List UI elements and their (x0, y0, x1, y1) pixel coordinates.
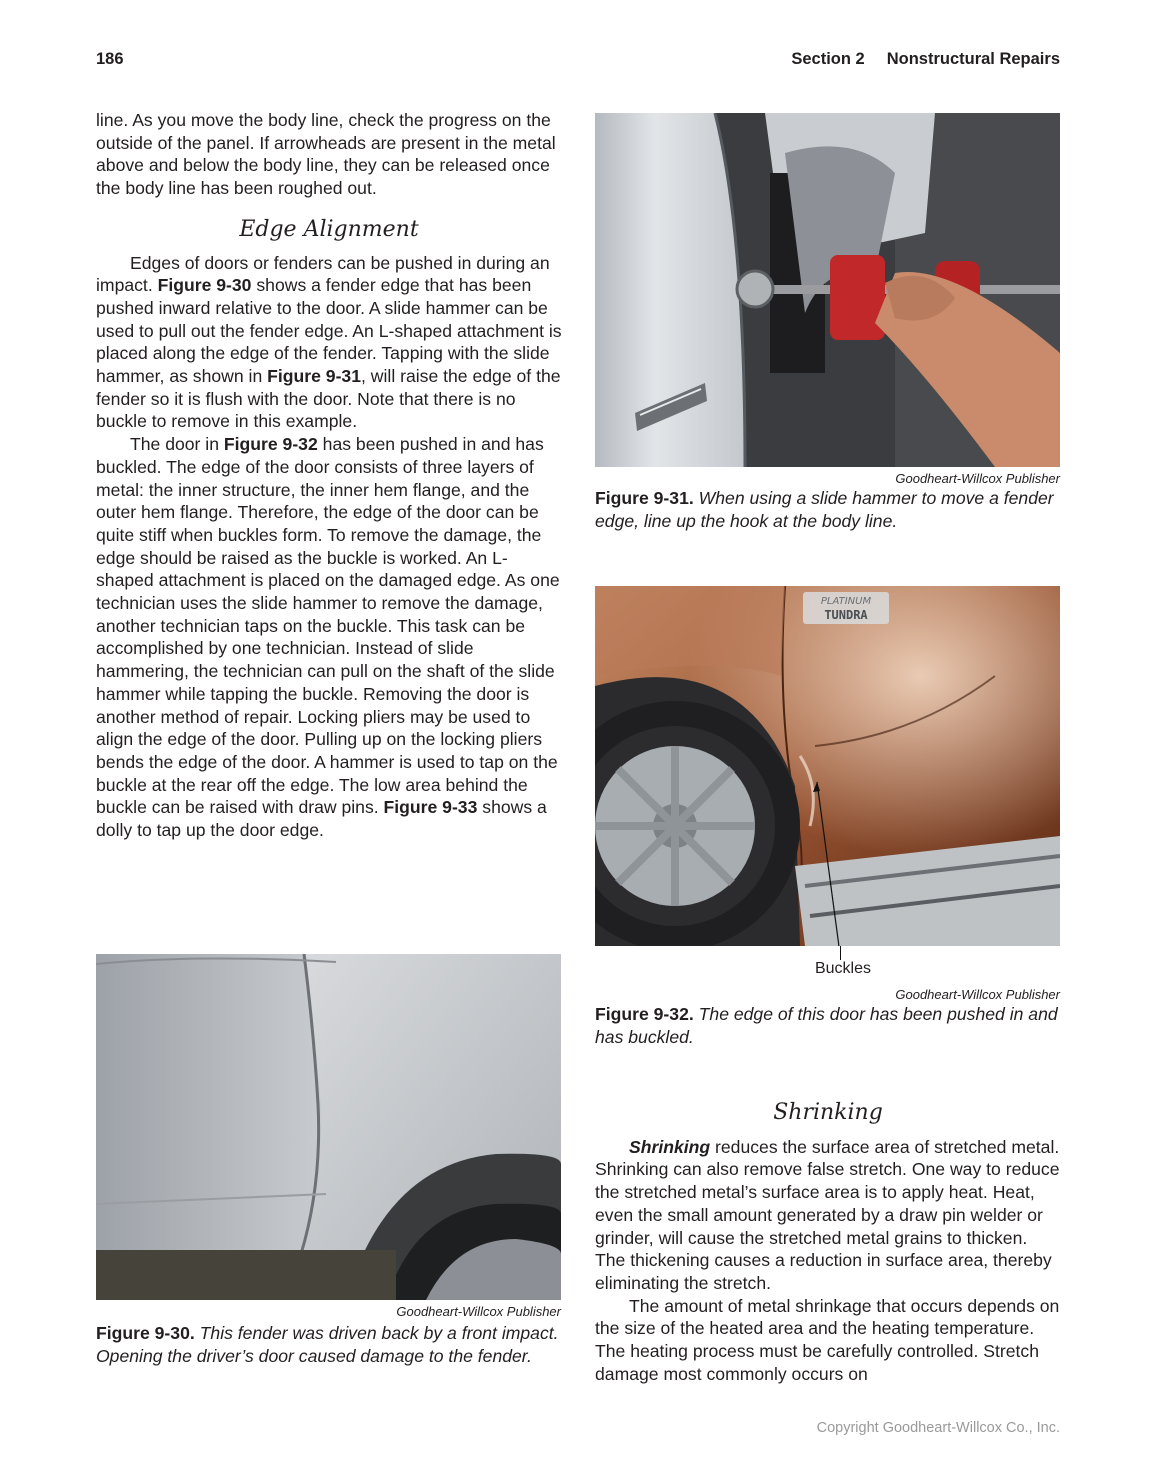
page-number: 186 (96, 50, 124, 68)
intro-paragraph: line. As you move the body line, check the progress on the outside of the panel. If arrowheads are present in the metal above and below the body line, they can be released once the body line has been roughed out. (96, 110, 556, 199)
badge-line-1: PLATINUM (820, 596, 872, 607)
figure-caption-text: This fender was driven back by a front impact. Opening the driver’s door caused damage to the fender. (96, 1323, 559, 1366)
figure-9-31-caption (595, 487, 1061, 532)
figure-caption-text: When using a slide hammer to move a fender edge, line up the hook at the body line. (595, 488, 1054, 531)
figure-label: Figure 9-30. (96, 1323, 195, 1343)
key-term: Shrinking (629, 1136, 711, 1157)
figure-ref: Figure 9-30 (157, 275, 252, 296)
figure-label: Figure 9-32. (595, 1004, 694, 1024)
shrinking-heading: Shrinking (773, 1100, 883, 1125)
figure-ref: Figure 9-32 (223, 434, 318, 455)
figure-9-31-credit: Goodheart-Willcox Publisher (895, 471, 1060, 486)
edge-paragraph-1: Edges of doors or fenders can be pushed in during an impact. Figure 9-30 shows a fender edge that has been pushed inward relative to the door. A slide hammer can be used to pull out the fender edge. An L-shaped attachment is placed along the edge of the fender. Tapping with the slide hammer, as shown in Figure 9-31, will raise the edge of the fender so it is flush with the door. Note that there is no buckle to remove in this example. (96, 252, 562, 432)
figure-9-30-credit: Goodheart-Willcox Publisher (396, 1304, 561, 1319)
badge-line-2: TUNDRA (824, 608, 868, 622)
figure-9-32-caption (595, 1003, 1061, 1048)
shrinking-section (595, 1102, 1061, 1385)
section-label: Section 2 (791, 50, 865, 68)
figure-ref: Figure 9-31 (267, 366, 362, 387)
figure-9-31-photo (595, 113, 1060, 467)
figure-caption-text: The edge of this door has been pushed in and has buckled. (595, 1004, 1058, 1047)
shrinking-paragraph-1: Shrinking reduces the surface area of stretched metal. Shrinking can also remove false stretch. One way to reduce the stretched metal’s surface area is to apply heat. Heat, even the small amount generated by a draw pin welder or grinder, will cause the stretched metal grains to thicken. The thickening causes a reduction in surface area, thereby eliminating the stretch. (595, 1136, 1060, 1293)
section-title: Nonstructural Repairs (886, 50, 1060, 68)
figure-9-32-credit: Goodheart-Willcox Publisher (895, 987, 1060, 1002)
edge-paragraph-2: The door in Figure 9-32 has been pushed in and has buckled. The edge of the door consists of three layers of metal: the inner structure, the inner hem flange, and the outer hem flange. Therefore, the edge of the door can be quite stiff when buckles form. To remove the damage, the edge should be raised as the buckle is worked. An L-shaped attachment is placed on the damaged edge. As one technician uses the slide hammer to remove the damage, another technician taps on the buckle. This task can be accomplished by one technician. Instead of slide hammering, the technician can pull on the shaft of the slide hammer while tapping the buckle. Removing the door is another method of repair. Locking pliers may be used to align the edge of the door. Pulling up on the locking pliers bends the edge of the door. A hammer is used to tap on the buckle at the rear off the edge. The low area behind the buckle can be raised with draw pins. Figure 9-33 shows a dolly to tap up the door edge. (96, 434, 560, 841)
running-header (791, 50, 1060, 69)
copyright-footer: Copyright Goodheart-Willcox Co., Inc. (816, 1420, 1060, 1436)
figure-ref: Figure 9-33 (383, 797, 478, 818)
left-column (96, 109, 562, 842)
callout-leader-tail (840, 946, 841, 960)
buckles-callout-label: Buckles (814, 960, 872, 977)
shrinking-paragraph-2: The amount of metal shrinkage that occurs depends on the size of the heated area and the heating temperature. The heating process must be carefully controlled. Stretch damage most commonly occurs on (595, 1295, 1060, 1384)
figure-9-30-caption (96, 1322, 562, 1367)
edge-alignment-heading: Edge Alignment (239, 216, 419, 242)
figure-label: Figure 9-31. (595, 488, 694, 508)
figure-9-30-photo (96, 954, 561, 1300)
figure-9-32-photo (595, 586, 1060, 946)
